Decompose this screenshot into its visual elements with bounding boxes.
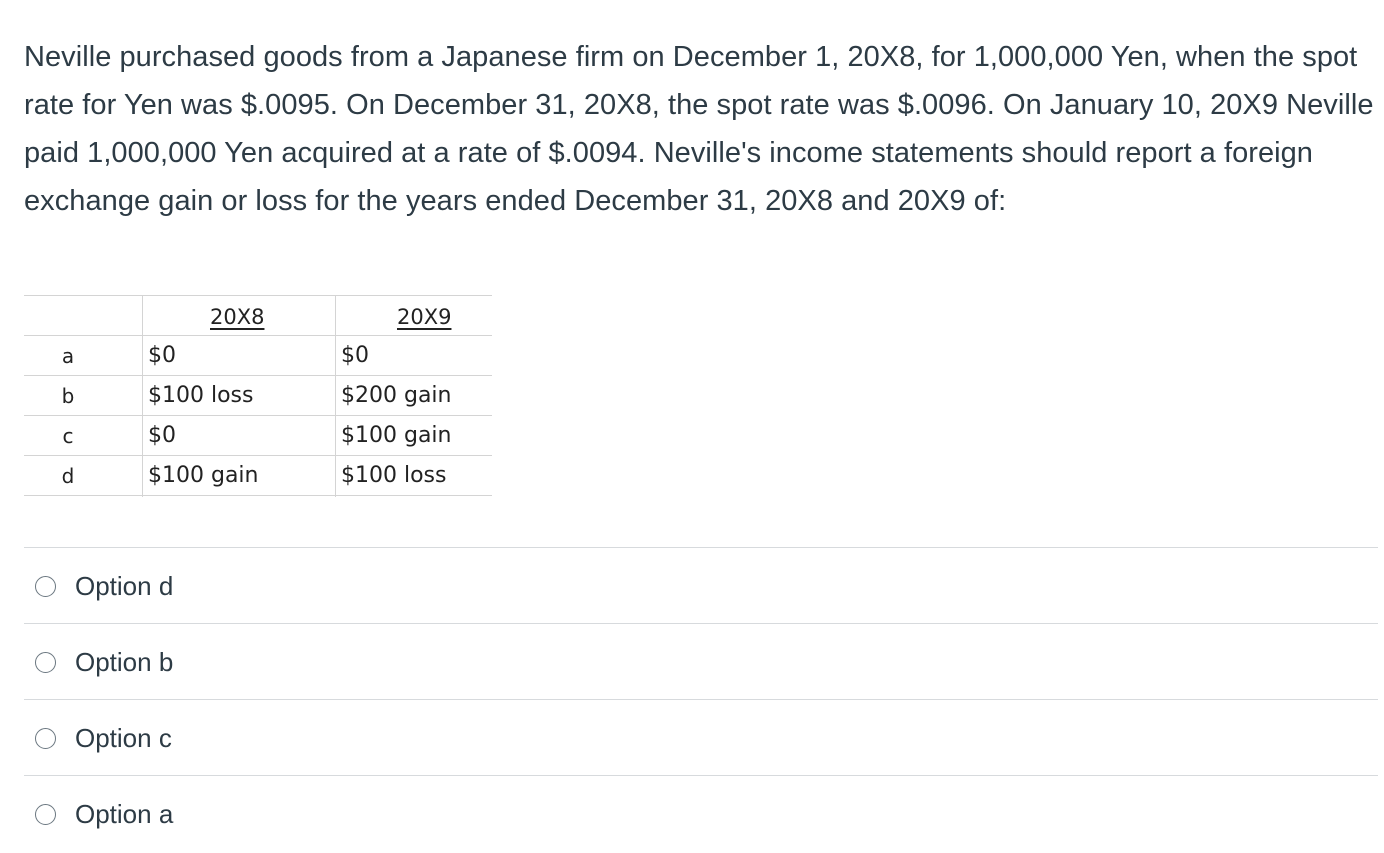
- answer-option-label: Option a: [75, 799, 174, 829]
- radio-button[interactable]: [35, 804, 56, 825]
- table-header-20x9: 20X9: [397, 305, 452, 329]
- question-text: [24, 33, 1374, 225]
- option-divider: [24, 699, 1378, 700]
- option-divider: [24, 623, 1378, 624]
- table-header-20x8: 20X8: [210, 305, 265, 329]
- table-cell-20x8: $0: [148, 423, 176, 448]
- table-row-letter: c: [62, 424, 74, 448]
- radio-button[interactable]: [35, 728, 56, 749]
- table-cell-20x9: $0: [341, 343, 369, 368]
- table-cell-20x9: $200 gain: [341, 383, 452, 408]
- table-row-letter: a: [61, 344, 75, 368]
- table-cell-20x8: $100 gain: [148, 463, 259, 488]
- answer-option-c[interactable]: [24, 701, 1378, 777]
- table-cell-20x8: $100 loss: [148, 383, 254, 408]
- option-divider: [24, 547, 1378, 548]
- answer-option-label: Option b: [75, 647, 174, 677]
- table-cell-20x9: $100 loss: [341, 463, 447, 488]
- option-divider: [24, 775, 1378, 776]
- table-cell-20x8: $0: [148, 343, 176, 368]
- answer-table: [24, 295, 492, 497]
- table-cell-20x9: $100 gain: [341, 423, 452, 448]
- table-column-rule: [335, 295, 336, 497]
- answer-option-b[interactable]: [24, 625, 1378, 701]
- table-row-letter: b: [61, 384, 75, 408]
- radio-button[interactable]: [35, 576, 56, 597]
- table-column-rule: [142, 295, 143, 497]
- table-row-letter: d: [61, 464, 75, 488]
- answer-option-label: Option c: [75, 723, 172, 753]
- answer-option-d[interactable]: [24, 549, 1378, 625]
- question-prompt: Neville purchased goods from a Japanese firm on December 1, 20X8, for 1,000,000 Yen, when the spot rate for Yen was $.0095. On December 31, 20X8, the spot rate was $.0096. On January 10, 20X9 Neville paid 1,000,000 Yen acquired at a rate of $.0094. Neville's income statements should report a foreign exchange gain or loss for the years ended December 31, 20X8 and 20X9 of:: [24, 41, 1374, 217]
- radio-button[interactable]: [35, 652, 56, 673]
- answer-option-a[interactable]: [24, 777, 1378, 853]
- answer-option-label: Option d: [75, 571, 174, 601]
- table-rule: [24, 295, 492, 296]
